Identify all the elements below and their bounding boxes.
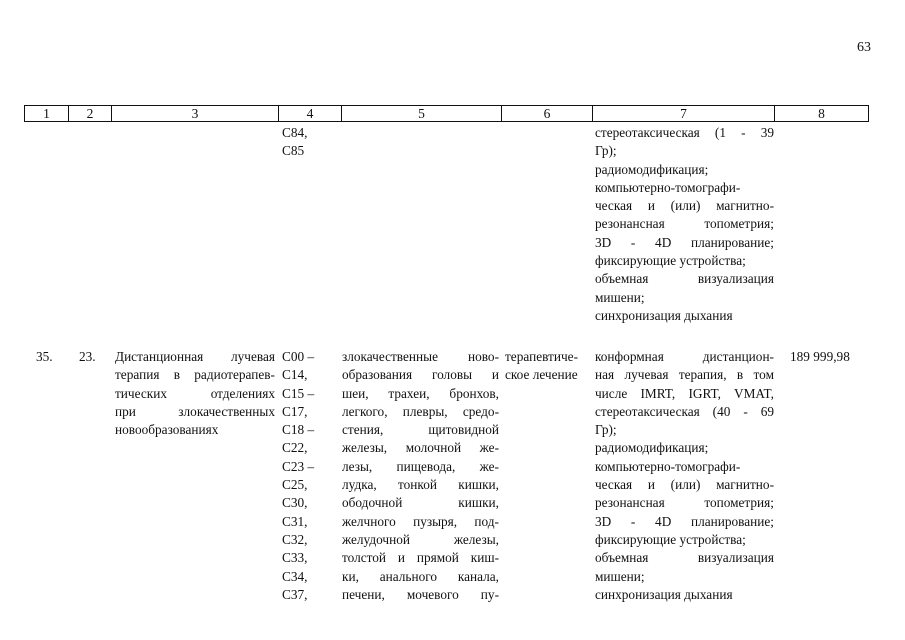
diagnosis-line: железы, молочной же- <box>342 440 499 456</box>
method-line: фиксирующие устройства; <box>595 253 746 269</box>
method-line: ческая и (или) магнитно- <box>595 477 774 493</box>
diagnosis-line: злокачественные ново- <box>342 349 499 364</box>
diagnosis-line: желчного пузыря, под- <box>342 513 499 529</box>
diagnosis-line: ки, анального канала, <box>342 568 499 584</box>
code-line: C84, <box>282 125 308 140</box>
name-line: Дистанционная лучевая <box>115 349 275 364</box>
method-line: объемная визуализация <box>595 550 774 566</box>
code-line: C34, <box>282 568 308 584</box>
method-line: Гр); <box>595 422 617 438</box>
method-line: резонансная топометрия; <box>595 216 774 232</box>
method-line: компьютерно-томографи- <box>595 458 741 474</box>
diagnosis-line: образования головы и <box>342 367 499 383</box>
diagnosis-line: лудка, тонкой кишки, <box>342 477 499 493</box>
method-line: ная лучевая терапия, в том <box>595 367 774 383</box>
code-line: C32, <box>282 531 308 547</box>
method-line: резонансная топометрия; <box>595 495 774 511</box>
name-line: тических отделениях <box>115 385 275 401</box>
header-cell-8: 8 <box>774 105 869 122</box>
header-cell-1: 1 <box>24 105 68 122</box>
method-line: синхронизация дыхания <box>595 586 733 602</box>
method-line: конформная дистанцион- <box>595 349 774 364</box>
code-line: C00 – <box>282 349 315 364</box>
method-line: стереотаксическая (40 - 69 <box>595 403 774 419</box>
group-number: 23. <box>79 349 96 364</box>
header-cell-7: 7 <box>592 105 774 122</box>
code-line: C23 – <box>282 458 315 474</box>
method-line: компьютерно-томографи- <box>595 179 741 195</box>
header-cell-3: 3 <box>111 105 278 122</box>
diagnosis-line: шеи, трахеи, бронхов, <box>342 385 499 401</box>
diagnosis-line: ободочной кишки, <box>342 495 499 511</box>
code-line: C31, <box>282 513 308 529</box>
code-line: C85 <box>282 143 305 159</box>
diagnosis-model <box>342 348 499 604</box>
method-line: Гр); <box>595 143 617 159</box>
treatment-line: ское лечение <box>505 367 578 383</box>
diagnosis-line: легкого, плевры, средо- <box>342 403 499 419</box>
code-line: C15 – <box>282 385 315 401</box>
diagnosis-line: лезы, пищевода, же- <box>342 458 499 474</box>
code-line: C22, <box>282 440 308 456</box>
code-line: C14, <box>282 367 308 383</box>
method-line: фиксирующие устройства; <box>595 531 746 547</box>
diagnosis-line: стения, щитовидной <box>342 422 499 438</box>
page-number: 63 <box>857 40 871 55</box>
name-line: при злокачественных <box>115 403 275 419</box>
header-cell-5: 5 <box>341 105 501 122</box>
method-line: радиомодификация; <box>595 161 709 177</box>
method-line: 3D - 4D планирование; <box>595 234 774 250</box>
diagnosis-line: желудочной железы, <box>342 531 499 547</box>
method-line: стереотаксическая (1 - 39 <box>595 125 774 140</box>
code-line: C33, <box>282 550 308 566</box>
treatment-type <box>505 348 589 385</box>
continued-methods <box>595 124 774 325</box>
code-line: C37, <box>282 586 308 602</box>
name-line: терапия в радиотерапев- <box>115 367 275 383</box>
code-line: C30, <box>282 495 308 511</box>
header-cell-4: 4 <box>278 105 341 122</box>
diagnosis-line: печени, мочевого пу- <box>342 586 499 602</box>
diagnosis-line: толстой и прямой киш- <box>342 550 499 566</box>
header-cell-6: 6 <box>501 105 592 122</box>
method-line: 3D - 4D планирование; <box>595 513 774 529</box>
care-type-name <box>115 348 275 439</box>
code-line: C25, <box>282 477 308 493</box>
method-line: ческая и (или) магнитно- <box>595 198 774 214</box>
row-number: 35. <box>36 349 53 364</box>
method-line: синхронизация дыхания <box>595 307 733 323</box>
method-line: числе IMRT, IGRT, VMAT, <box>595 385 774 401</box>
standard-cost: 189 999,98 <box>790 349 850 364</box>
icd-codes <box>282 348 332 604</box>
code-line: C17, <box>282 403 308 419</box>
treatment-line: терапевтиче- <box>505 349 578 364</box>
name-line: новообразованиях <box>115 422 219 438</box>
method-line: мишени; <box>595 568 645 584</box>
header-cell-2: 2 <box>68 105 111 122</box>
table-header-row <box>24 105 869 123</box>
method-line: объемная визуализация <box>595 271 774 287</box>
method-line: мишени; <box>595 289 645 305</box>
method-line: радиомодификация; <box>595 440 709 456</box>
continued-codes <box>282 124 332 161</box>
treatment-methods <box>595 348 774 604</box>
code-line: C18 – <box>282 422 315 438</box>
